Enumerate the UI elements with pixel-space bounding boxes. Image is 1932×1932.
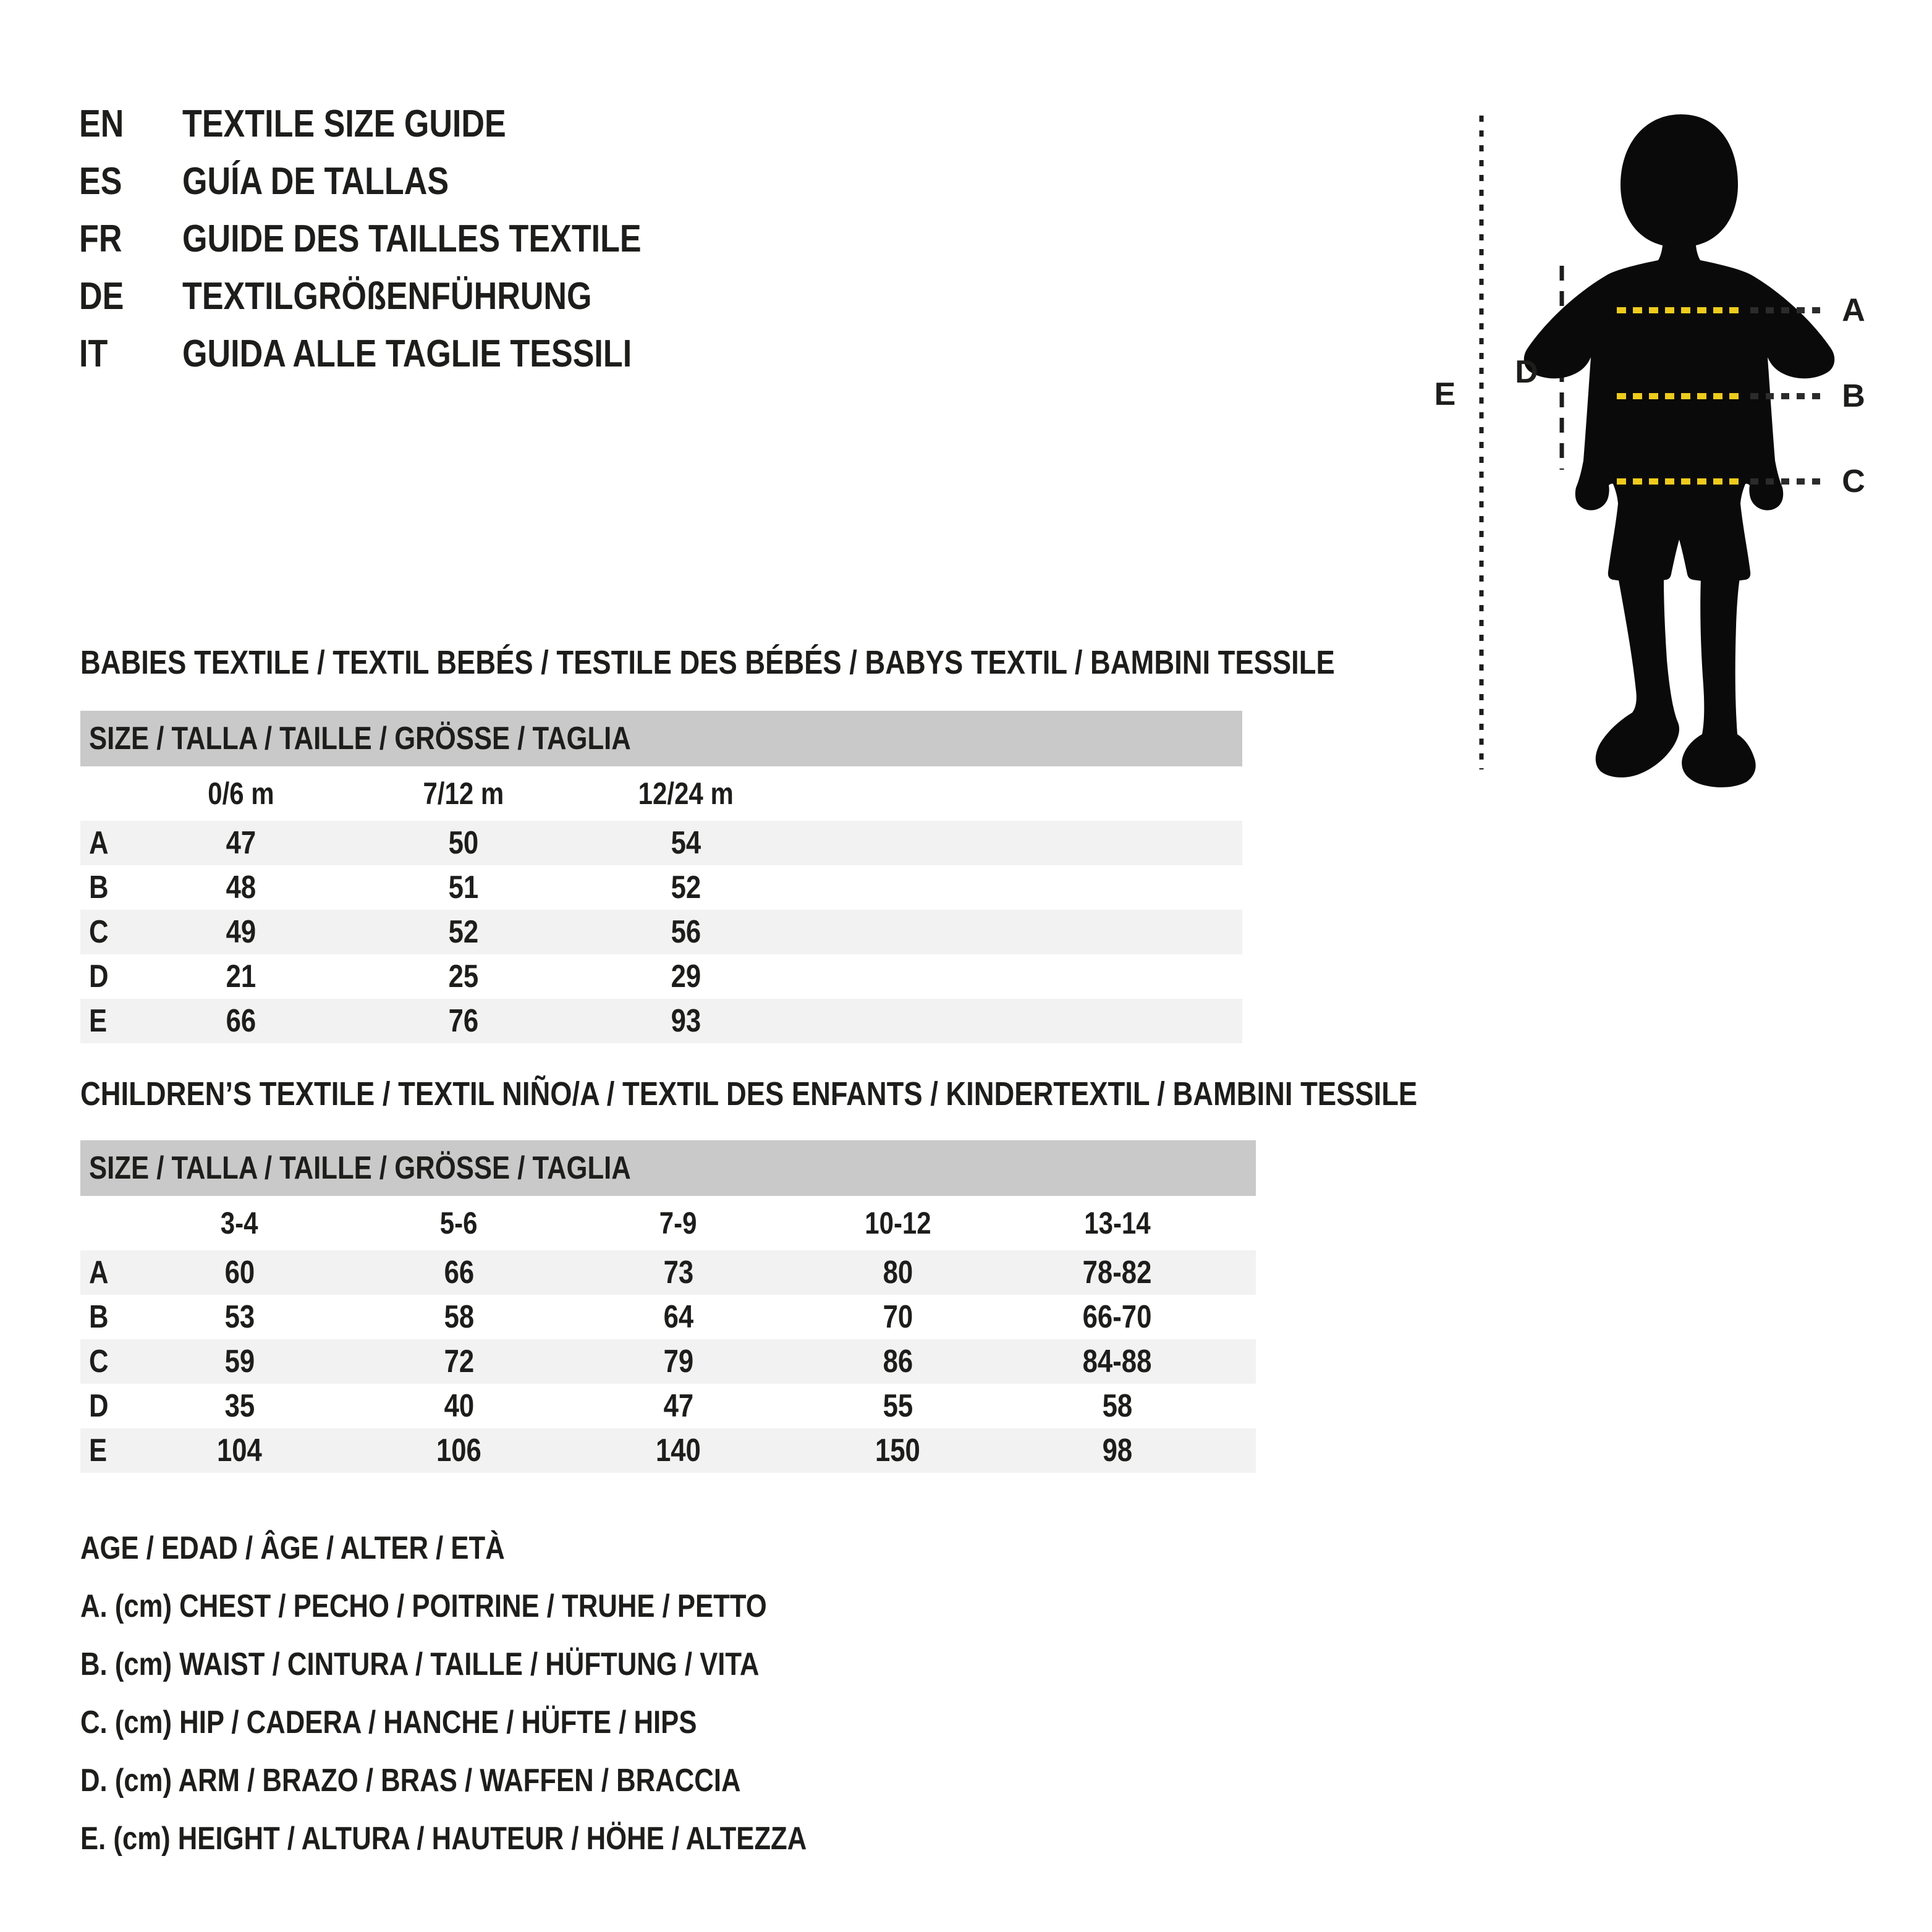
children-size-header-bar: SIZE / TALLA / TAILLE / GRÖSSE / TAGLIA bbox=[80, 1140, 1256, 1196]
child-silhouette-diagram bbox=[1421, 59, 1932, 807]
cell-value: 51 bbox=[448, 870, 479, 905]
measurement-figure bbox=[1421, 59, 1932, 807]
cell-value: 56 bbox=[671, 914, 701, 950]
cell-value: 50 bbox=[448, 825, 479, 861]
table-row bbox=[80, 1428, 1256, 1473]
column-header: 3-4 bbox=[221, 1206, 258, 1240]
cell-value: 52 bbox=[448, 914, 479, 950]
language-title: GUIDE DES TAILLES TEXTILE bbox=[182, 218, 642, 260]
table-row bbox=[80, 954, 1242, 999]
cell-value: 66 bbox=[226, 1003, 256, 1039]
cell-value: 35 bbox=[224, 1388, 255, 1424]
table-row bbox=[80, 821, 1242, 865]
column-header: 12/24 m bbox=[638, 776, 734, 811]
row-label: D bbox=[89, 1388, 109, 1424]
measurement-legend bbox=[80, 1519, 945, 1868]
cell-value: 84-88 bbox=[1082, 1344, 1152, 1379]
row-label: E bbox=[89, 1433, 108, 1468]
cell-value: 47 bbox=[226, 825, 256, 861]
children-column-header-row bbox=[80, 1196, 1256, 1250]
language-row bbox=[79, 95, 729, 153]
column-header: 10-12 bbox=[864, 1206, 931, 1240]
row-label: A bbox=[89, 1255, 109, 1290]
cell-value: 40 bbox=[444, 1388, 474, 1424]
cell-value: 66-70 bbox=[1082, 1299, 1152, 1335]
legend-line-chest: A. (cm) CHEST / PECHO / POITRINE / TRUHE / PETTO bbox=[80, 1588, 767, 1624]
child-silhouette bbox=[1524, 114, 1835, 582]
language-row bbox=[79, 325, 729, 383]
cell-value: 64 bbox=[663, 1299, 693, 1335]
marker-label-a: A bbox=[1842, 292, 1865, 328]
language-row bbox=[79, 153, 729, 210]
babies-size-table bbox=[80, 711, 1242, 1043]
cell-value: 106 bbox=[436, 1433, 481, 1468]
children-size-table bbox=[80, 1140, 1256, 1473]
legend-line-age: AGE / EDAD / ÂGE / ALTER / ETÀ bbox=[80, 1530, 505, 1566]
table-row bbox=[80, 1295, 1256, 1339]
cell-value: 150 bbox=[875, 1433, 920, 1468]
language-code: FR bbox=[79, 218, 122, 260]
cell-value: 21 bbox=[226, 959, 256, 994]
language-title: TEXTILGRÖßENFÜHRUNG bbox=[182, 275, 592, 318]
cell-value: 140 bbox=[656, 1433, 701, 1468]
cell-value: 58 bbox=[1102, 1388, 1132, 1424]
language-title: TEXTILE SIZE GUIDE bbox=[182, 103, 506, 145]
row-label: B bbox=[89, 1299, 109, 1335]
cell-value: 59 bbox=[224, 1344, 255, 1379]
cell-value: 52 bbox=[671, 870, 701, 905]
cell-value: 76 bbox=[448, 1003, 479, 1039]
row-label: A bbox=[89, 825, 109, 861]
row-label: B bbox=[89, 870, 109, 905]
cell-value: 47 bbox=[663, 1388, 693, 1424]
column-header: 13-14 bbox=[1083, 1206, 1151, 1240]
cell-value: 53 bbox=[224, 1299, 255, 1335]
language-row bbox=[79, 268, 729, 325]
row-label: C bbox=[89, 1344, 109, 1379]
cell-value: 72 bbox=[444, 1344, 474, 1379]
row-label: D bbox=[89, 959, 109, 994]
cell-value: 49 bbox=[226, 914, 256, 950]
language-title-block bbox=[79, 95, 729, 383]
row-label: E bbox=[89, 1003, 108, 1039]
cell-value: 79 bbox=[663, 1344, 693, 1379]
cell-value: 58 bbox=[444, 1299, 474, 1335]
child-left-leg-shoe bbox=[1596, 577, 1679, 777]
cell-value: 25 bbox=[448, 959, 479, 994]
column-header: 0/6 m bbox=[208, 776, 274, 811]
cell-value: 78-82 bbox=[1082, 1255, 1152, 1290]
language-code: EN bbox=[79, 103, 124, 145]
table-row bbox=[80, 1250, 1256, 1295]
table-row bbox=[80, 1339, 1256, 1384]
column-header: 7/12 m bbox=[423, 776, 504, 811]
legend-line-waist: B. (cm) WAIST / CINTURA / TAILLE / HÜFTUNG / VITA bbox=[80, 1646, 760, 1682]
cell-value: 48 bbox=[226, 870, 256, 905]
legend-line-height: E. (cm) HEIGHT / ALTURA / HAUTEUR / HÖHE / ALTEZZA bbox=[80, 1821, 807, 1857]
cell-value: 66 bbox=[444, 1255, 474, 1290]
language-code: DE bbox=[79, 275, 124, 318]
babies-size-header-bar: SIZE / TALLA / TAILLE / GRÖSSE / TAGLIA bbox=[80, 711, 1242, 766]
table-row bbox=[80, 999, 1242, 1043]
babies-section-heading: BABIES TEXTILE / TEXTIL BEBÉS / TESTILE DES BÉBÉS / BABYS TEXTIL / BAMBINI TESSILE bbox=[80, 644, 1335, 681]
cell-value: 98 bbox=[1102, 1433, 1132, 1468]
babies-column-header-row bbox=[80, 766, 1242, 821]
cell-value: 93 bbox=[671, 1003, 701, 1039]
cell-value: 29 bbox=[671, 959, 701, 994]
legend-line-arm: D. (cm) ARM / BRAZO / BRAS / WAFFEN / BRACCIA bbox=[80, 1763, 741, 1799]
children-section-heading: CHILDREN’S TEXTILE / TEXTIL NIÑO/A / TEXTIL DES ENFANTS / KINDERTEXTIL / BAMBINI TESSILE bbox=[80, 1075, 1418, 1112]
table-row bbox=[80, 865, 1242, 910]
cell-value: 54 bbox=[671, 825, 701, 861]
marker-label-c: C bbox=[1842, 464, 1865, 499]
column-header: 5-6 bbox=[440, 1206, 478, 1240]
row-label: C bbox=[89, 914, 109, 950]
cell-value: 55 bbox=[883, 1388, 913, 1424]
table-row bbox=[80, 1384, 1256, 1428]
cell-value: 86 bbox=[883, 1344, 913, 1379]
column-header: 7-9 bbox=[659, 1206, 697, 1240]
language-title: GUÍA DE TALLAS bbox=[182, 160, 449, 203]
marker-label-d: D bbox=[1515, 354, 1538, 390]
language-row bbox=[79, 210, 729, 268]
cell-value: 70 bbox=[883, 1299, 913, 1335]
marker-label-e: E bbox=[1434, 376, 1456, 412]
cell-value: 73 bbox=[663, 1255, 693, 1290]
cell-value: 80 bbox=[883, 1255, 913, 1290]
language-title: GUIDA ALLE TAGLIE TESSILI bbox=[182, 333, 632, 375]
table-row bbox=[80, 910, 1242, 954]
language-code: IT bbox=[79, 333, 108, 375]
legend-line-hip: C. (cm) HIP / CADERA / HANCHE / HÜFTE / HIPS bbox=[80, 1705, 697, 1740]
cell-value: 60 bbox=[224, 1255, 255, 1290]
child-right-leg-shoe bbox=[1682, 578, 1756, 787]
marker-label-b: B bbox=[1842, 378, 1865, 414]
cell-value: 104 bbox=[217, 1433, 262, 1468]
language-code: ES bbox=[79, 160, 122, 203]
